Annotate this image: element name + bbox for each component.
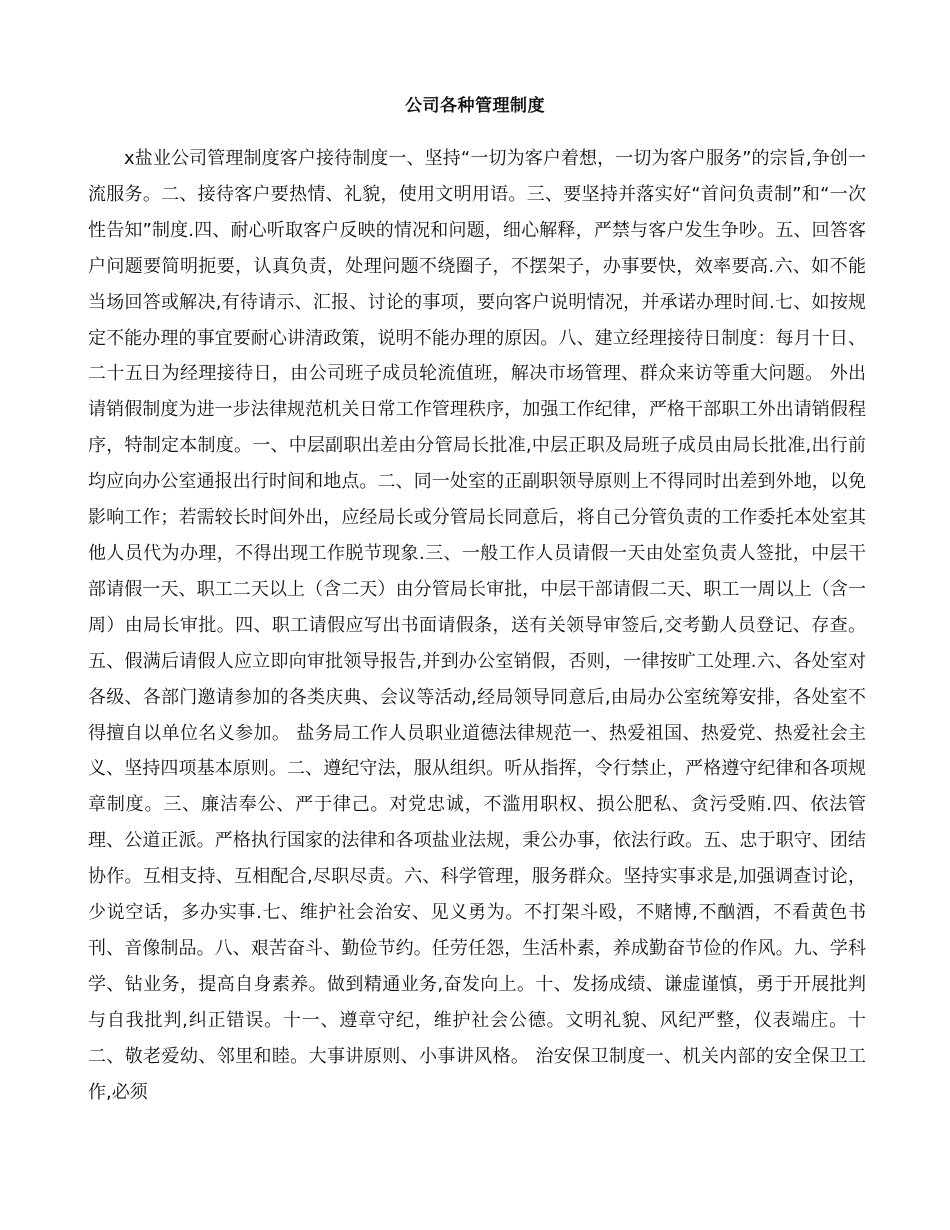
body-paragraph: x盐业公司管理制度客户接待制度一、坚持“一切为客户着想，一切为客户服务”的宗旨,争创一流服务。二、接待客户要热情、礼貌，使用文明用语。三、要坚持并落实好“首问负责制”和“一次性告知”制度.四、耐心听取客户反映的情况和问题，细心解释，严禁与客户发生争吵。五、回答客户问题要简明扼要，认真负责，处理问题不绕圈子，不摆架子，办事要快，效率要高.六、如不能当场回答或解决,有待请示、汇报、讨论的事项，要向客户说明情况，并承诺办理时间.七、如按规定不能办理的事宜要耐心讲清政策，说明不能办理的原因。八、建立经理接待日制度：每月十日、二十五日为经理接待日，由公司班子成员轮流值班，解决市场管理、群众来访等重大问题。 外出请销假制度为进一步法律规范机关日常工作管理秩序，加强工作纪律，严格干部职工外出请销假程序，特制定本制度。一、中层副职出差由分管局长批准,中层正职及局班子成员由局长批准,出行前均应向办公室通报出行时间和地点。二、同一处室的正副职领导原则上不得同时出差到外地，以免影响工作；若需较长时间外出，应经局长或分管局长同意后，将自己分管负责的工作委托本处室其他人员代为办理，不得出现工作脱节现象.三、一般工作人员请假一天由处室负责人签批，中层干部请假一天、职工二天以上（含二天）由分管局长审批，中层干部请假二天、职工一周以上（含一周）由局长审批。四、职工请假应写出书面请假条，送有关领导审签后,交考勤人员登记、存查。五、假满后请假人应立即向审批领导报告,并到办公室销假，否则，一律按旷工处理.六、各处室对各级、各部门邀请参加的各类庆典、会议等活动,经局领导同意后,由局办公室统筹安排，各处室不得擅自以单位名义参加。 盐务局工作人员职业道德法律规范一、热爱祖国、热爱党、热爱社会主义、坚持四项基本原则。二、遵纪守法，服从组织。听从指挥，令行禁止，严格遵守纪律和各项规章制度。三、廉洁奉公、严于律己。对党忠诚，不滥用职权、损公肥私、贪污受贿.四、依法管理、公道正派。严格执行国家的法律和各项盐业法规，秉公办事，依法行政。五、忠于职守、团结协作。互相支持、互相配合,尽职尽责。六、科学管理，服务群众。坚持实事求是,加强调查讨论，少说空话，多办实事.七、维护社会治安、见义勇为。不打架斗殴，不赌博,不酗酒，不看黄色书刊、音像制品。八、艰苦奋斗、勤俭节约。任劳任怨，生活朴素，养成勤奋节俭的作风。九、学科学、钻业务，提高自身素养。做到精通业务,奋发向上。十、发扬成绩、谦虚谨慎，勇于开展批判与自我批判,纠正错误。十一、遵章守纪，维护社会公德。文明礼貌、风纪严整，仪表端庄。十二、敬老爱幼、邻里和睦。大事讲原则、小事讲风格。 治安保卫制度一、机关内部的安全保卫工作,必须 — [88, 148, 866, 1103]
page-title: 公司各种管理制度 — [405, 96, 545, 116]
